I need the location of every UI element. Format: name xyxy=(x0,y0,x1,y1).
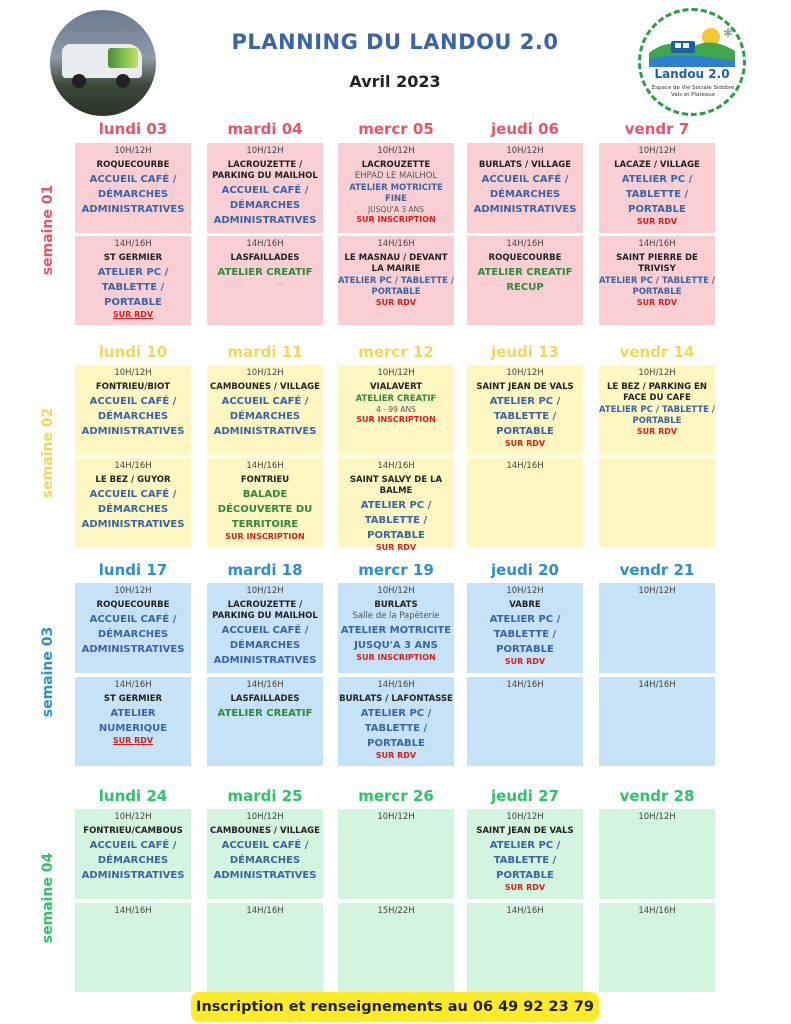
slot-place: SAINT SALVY DE LA BALME xyxy=(349,475,443,496)
slot-activity: ATELIER PC / TABLETTE / PORTABLE xyxy=(599,405,715,426)
van-photo xyxy=(50,10,156,116)
slot-activity: ATELIER CREATIF xyxy=(355,394,437,404)
day-heading: jeudi 13 xyxy=(491,343,559,361)
slot-time: 14H/16H xyxy=(246,461,284,471)
day-heading: mercr 26 xyxy=(358,787,434,805)
slot-venue: Salle de la Papèterie xyxy=(352,611,440,621)
slot-booking: SUR RDV xyxy=(636,217,678,226)
morning-slot xyxy=(338,583,454,673)
afternoon-slot xyxy=(467,903,583,992)
morning-slot xyxy=(75,143,191,233)
slot-time: 10H/12H xyxy=(506,586,544,596)
slot-place: ROQUECOURBE xyxy=(488,253,562,263)
afternoon-slot xyxy=(338,903,454,992)
slot-place: VABRE xyxy=(509,600,541,610)
morning-slot xyxy=(467,809,583,899)
afternoon-slot xyxy=(207,903,323,992)
day-heading: lundi 03 xyxy=(98,120,168,138)
slot-activity: ATELIER PC / TABLETTE / PORTABLE xyxy=(338,276,454,297)
landou-logo xyxy=(638,8,746,116)
day-heading: mardi 25 xyxy=(227,787,303,805)
slot-activity: ATELIER NUMERIQUE xyxy=(98,708,168,734)
day-heading: vendr 28 xyxy=(619,787,695,805)
slot-activity: ACCUEIL CAFÉ / DÉMARCHES ADMINISTRATIVES xyxy=(81,614,185,655)
afternoon-slot xyxy=(75,677,191,766)
slot-booking: SUR RDV xyxy=(636,298,678,307)
van-icon xyxy=(62,44,142,78)
slot-time: 10H/12H xyxy=(114,586,152,596)
slot-booking: SUR RDV xyxy=(504,657,546,666)
slot-time: 10H/12H xyxy=(638,146,676,156)
slot-activity: ATELIER PC / TABLETTE / PORTABLE xyxy=(97,267,169,308)
afternoon-slot xyxy=(467,236,583,325)
slot-booking: SUR RDV xyxy=(504,439,546,448)
slot-time: 10H/12H xyxy=(377,812,415,822)
slot-place: SAINT JEAN DE VALS xyxy=(476,826,574,836)
logo-name: Landou 2.0 xyxy=(654,67,730,81)
morning-slot xyxy=(338,809,454,899)
day-heading: lundi 24 xyxy=(98,787,168,805)
slot-time: 14H/16H xyxy=(377,461,415,471)
slot-booking: SUR RDV xyxy=(504,883,546,892)
afternoon-slot xyxy=(207,677,323,766)
morning-slot xyxy=(599,143,715,233)
slot-booking: SUR RDV xyxy=(375,751,417,760)
logo-tagline: Espace de Vie Sociale Sidobre Vals et Plateaux xyxy=(651,85,735,98)
slot-place: LE MASNAU / DEVANT LA MAIRIE xyxy=(344,253,448,274)
slot-booking: SUR RDV xyxy=(112,736,154,745)
slot-time: 14H/16H xyxy=(246,239,284,249)
week-label: semaine 01 xyxy=(40,184,56,276)
afternoon-slot xyxy=(338,458,454,552)
day-heading: lundi 10 xyxy=(98,343,168,361)
slot-time: 10H/12H xyxy=(114,368,152,378)
slot-time: 14H/16H xyxy=(377,680,415,690)
day-heading: mercr 05 xyxy=(358,120,434,138)
day-heading: jeudi 20 xyxy=(491,561,559,579)
slot-note: 4 - 99 ANS xyxy=(376,405,416,414)
slot-activity: ATELIER PC / TABLETTE / PORTABLE xyxy=(621,174,693,215)
afternoon-slot xyxy=(599,458,715,547)
slot-activity: ACCUEIL CAFÉ / DÉMARCHES ADMINISTRATIVES xyxy=(473,174,577,215)
page-title: PLANNING DU LANDOU 2.0 xyxy=(231,30,559,54)
day-heading: vendr 14 xyxy=(619,343,695,361)
afternoon-slot xyxy=(338,677,454,766)
slot-booking: SUR RDV xyxy=(375,298,417,307)
day-heading: mardi 18 xyxy=(227,561,303,579)
afternoon-slot xyxy=(75,236,191,325)
slot-activity: BALADE DÉCOUVERTE DU TERRITOIRE xyxy=(217,489,313,530)
morning-slot xyxy=(338,365,454,455)
slot-time: 15H/22H xyxy=(377,906,415,916)
slot-time: 14H/16H xyxy=(114,239,152,249)
slot-time: 14H/16H xyxy=(246,680,284,690)
slot-time: 10H/12H xyxy=(638,812,676,822)
day-heading: mardi 11 xyxy=(227,343,303,361)
slot-time: 14H/16H xyxy=(506,461,544,471)
slot-activity: ACCUEIL CAFÉ / DÉMARCHES ADMINISTRATIVES xyxy=(213,625,317,666)
slot-activity: ATELIER CREATIF xyxy=(217,267,313,278)
slot-place: CAMBOUNES / VILLAGE xyxy=(210,826,320,836)
week-label: semaine 04 xyxy=(40,852,56,944)
slot-time: 14H/16H xyxy=(114,680,152,690)
slot-activity: ATELIER PC / TABLETTE / PORTABLE xyxy=(599,276,715,297)
slot-time: 10H/12H xyxy=(246,368,284,378)
morning-slot xyxy=(467,583,583,673)
morning-slot xyxy=(207,143,323,233)
slot-time: 10H/12H xyxy=(506,368,544,378)
slot-place: ST GERMIER xyxy=(103,694,163,704)
afternoon-slot xyxy=(207,458,323,547)
slot-place: SAINT JEAN DE VALS xyxy=(476,382,574,392)
slot-place: LE BEZ / PARKING EN FACE DU CAFE xyxy=(607,382,707,403)
morning-slot xyxy=(467,143,583,233)
afternoon-slot xyxy=(75,903,191,992)
slot-activity: ATELIER CREATIF RECUP xyxy=(477,267,573,293)
slot-booking: SUR INSCRIPTION xyxy=(356,415,436,424)
morning-slot xyxy=(599,809,715,899)
slot-place: LACAZE / VILLAGE xyxy=(614,160,700,170)
slot-place: LACROUZETTE xyxy=(361,160,431,170)
slot-place: CAMBOUNES / VILLAGE xyxy=(210,382,320,392)
slot-note: JUSQU'A 3 ANS xyxy=(367,205,425,214)
week-label: semaine 02 xyxy=(40,407,56,499)
slot-activity: ATELIER PC / TABLETTE / PORTABLE xyxy=(489,614,561,655)
slot-activity: ATELIER PC / TABLETTE / PORTABLE xyxy=(489,396,561,437)
slot-time: 14H/16H xyxy=(506,906,544,916)
day-heading: lundi 17 xyxy=(98,561,168,579)
slot-time: 14H/16H xyxy=(638,906,676,916)
slot-place: ST GERMIER xyxy=(103,253,163,263)
morning-slot xyxy=(599,365,715,455)
wheel-icon xyxy=(116,74,130,88)
slot-time: 14H/16H xyxy=(506,680,544,690)
day-heading: mercr 19 xyxy=(358,561,434,579)
logo-scene-icon xyxy=(649,23,735,67)
slot-place: LASFAILLADES xyxy=(230,253,300,263)
slot-place: ROQUECOURBE xyxy=(96,600,170,610)
morning-slot xyxy=(207,809,323,899)
slot-time: 10H/12H xyxy=(246,586,284,596)
slot-place: BURLATS / LAFONTASSE xyxy=(339,694,453,704)
slot-activity: ACCUEIL CAFÉ / DÉMARCHES ADMINISTRATIVES xyxy=(213,185,317,226)
slot-activity: ACCUEIL CAFÉ / DÉMARCHES ADMINISTRATIVES xyxy=(81,489,185,530)
afternoon-slot xyxy=(207,236,323,325)
slot-time: 14H/16H xyxy=(114,461,152,471)
slot-place: VIALAVERT xyxy=(369,382,423,392)
slot-time: 10H/12H xyxy=(377,586,415,596)
slot-booking: SUR RDV xyxy=(636,427,678,436)
slot-activity: ACCUEIL CAFÉ / DÉMARCHES ADMINISTRATIVES xyxy=(213,840,317,881)
slot-place: LACROUZETTE / PARKING DU MAILHOL xyxy=(212,160,318,181)
wheel-icon xyxy=(72,74,86,88)
slot-booking: SUR RDV xyxy=(375,543,417,552)
slot-activity: ATELIER MOTRICITE JUSQU'A 3 ANS xyxy=(340,625,452,651)
day-heading: vendr 21 xyxy=(619,561,695,579)
slot-activity: ATELIER PC / TABLETTE / PORTABLE xyxy=(360,708,432,749)
afternoon-slot xyxy=(599,236,715,325)
slot-time: 10H/12H xyxy=(377,368,415,378)
slot-place: ROQUECOURBE xyxy=(96,160,170,170)
morning-slot xyxy=(207,583,323,673)
afternoon-slot xyxy=(599,677,715,766)
day-heading: jeudi 27 xyxy=(491,787,559,805)
afternoon-slot xyxy=(599,903,715,992)
slot-time: 10H/12H xyxy=(506,812,544,822)
day-heading: mardi 04 xyxy=(227,120,303,138)
morning-slot xyxy=(75,365,191,455)
slot-activity: ACCUEIL CAFÉ / DÉMARCHES ADMINISTRATIVES xyxy=(81,396,185,437)
slot-time: 14H/16H xyxy=(638,680,676,690)
slot-place: FONTRIEU/CAMBOUS xyxy=(83,826,183,836)
morning-slot xyxy=(467,365,583,455)
slot-activity: ATELIER PC / TABLETTE / PORTABLE xyxy=(489,840,561,881)
footer-contact: Inscription et renseignements au 06 49 92 23 79 xyxy=(191,992,599,1022)
slot-time: 10H/12H xyxy=(638,586,676,596)
morning-slot xyxy=(75,809,191,899)
slot-activity: ACCUEIL CAFÉ / DÉMARCHES ADMINISTRATIVES xyxy=(81,174,185,215)
slot-activity: ACCUEIL CAFÉ / DÉMARCHES ADMINISTRATIVES xyxy=(213,396,317,437)
afternoon-slot xyxy=(467,458,583,547)
slot-activity: ATELIER PC / TABLETTE / PORTABLE xyxy=(360,500,432,541)
slot-booking: SUR INSCRIPTION xyxy=(356,653,436,662)
slot-time: 14H/16H xyxy=(114,906,152,916)
slot-time: 10H/12H xyxy=(246,146,284,156)
slot-time: 10H/12H xyxy=(114,812,152,822)
slot-place: LACROUZETTE / PARKING DU MAILHOL xyxy=(212,600,318,621)
morning-slot xyxy=(75,583,191,673)
slot-booking: SUR RDV xyxy=(112,310,154,319)
slot-place: LE BEZ / GUYOR xyxy=(95,475,171,485)
slot-time: 14H/16H xyxy=(377,239,415,249)
slot-place: FONTRIEU xyxy=(240,475,290,485)
day-heading: jeudi 06 xyxy=(491,120,559,138)
svg-text:✱: ✱ xyxy=(723,26,734,40)
slot-time: 14H/16H xyxy=(638,239,676,249)
afternoon-slot xyxy=(338,236,454,325)
day-heading: mercr 12 xyxy=(358,343,434,361)
day-heading: vendr 7 xyxy=(624,120,690,138)
slot-booking: SUR INSCRIPTION xyxy=(356,215,436,224)
morning-slot xyxy=(207,365,323,455)
week-label: semaine 03 xyxy=(40,626,56,718)
slot-place: LASFAILLADES xyxy=(230,694,300,704)
slot-booking: SUR INSCRIPTION xyxy=(225,532,305,541)
slot-time: 10H/12H xyxy=(638,368,676,378)
slot-place: BURLATS xyxy=(374,600,418,610)
slot-time: 14H/16H xyxy=(506,239,544,249)
morning-slot xyxy=(599,583,715,673)
slot-activity: ACCUEIL CAFÉ / DÉMARCHES ADMINISTRATIVES xyxy=(81,840,185,881)
slot-time: 10H/12H xyxy=(246,812,284,822)
slot-activity: ATELIER MOTRICITE FINE xyxy=(349,183,443,204)
slot-venue: EHPAD LE MAILHOL xyxy=(354,171,438,181)
slot-time: 10H/12H xyxy=(377,146,415,156)
month-title: Avril 2023 xyxy=(349,72,441,91)
slot-time: 14H/16H xyxy=(246,906,284,916)
slot-place: FONTRIEU/BIOT xyxy=(95,382,171,392)
slot-time: 10H/12H xyxy=(114,146,152,156)
slot-activity: ATELIER CREATIF xyxy=(217,708,313,719)
afternoon-slot xyxy=(75,458,191,547)
afternoon-slot xyxy=(467,677,583,766)
morning-slot xyxy=(338,143,454,233)
slot-place: SAINT PIERRE DE TRIVISY xyxy=(616,253,698,274)
slot-place: BURLATS / VILLAGE xyxy=(478,160,572,170)
slot-time: 10H/12H xyxy=(506,146,544,156)
